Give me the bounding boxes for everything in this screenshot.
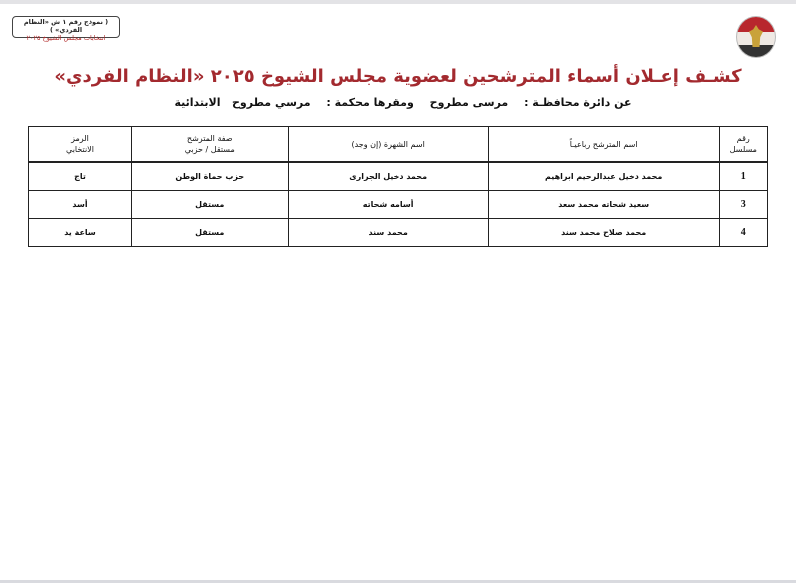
cell-symbol: أسد	[29, 191, 132, 219]
cell-serial: 3	[719, 191, 767, 219]
form-number-box	[12, 16, 120, 42]
candidates-table	[28, 126, 768, 247]
table-header-row	[29, 127, 768, 163]
cell-type: مستقل	[132, 191, 289, 219]
cell-name: محمد دخيل عبدالرحيم ابراهيم	[488, 162, 719, 191]
cell-fame-name: أسامه شحاته	[288, 191, 488, 219]
cell-serial: 4	[719, 219, 767, 247]
district-label: عن دائرة محافظـة :	[524, 96, 632, 109]
court-label: ومقرها محكمة :	[326, 96, 414, 109]
header-fame-name: اسم الشهرة (إن وجد)	[288, 127, 488, 163]
header-serial: رقم مسلسل	[719, 127, 767, 163]
cell-fame-name: محمد سند	[288, 219, 488, 247]
cell-fame-name: محمد دخيل الجرارى	[288, 162, 488, 191]
cell-name: محمد صلاح محمد سند	[488, 219, 719, 247]
table-row	[29, 191, 768, 219]
header-candidate-type: صفة المترشح مستقل / حزبي	[132, 127, 289, 163]
table-row	[29, 162, 768, 191]
header-symbol: الرمز الانتخابي	[29, 127, 132, 163]
table-row	[29, 219, 768, 247]
election-name-label: انتخابات مجلس الشيوخ ٢٠٢٥	[26, 34, 106, 42]
district-value: مرسى مطروح	[429, 96, 509, 109]
top-border	[0, 0, 796, 4]
district-line	[0, 96, 796, 109]
cell-type: حزب حماة الوطن	[132, 162, 289, 191]
court-value: مرسي مطروح الابتدائية	[174, 96, 311, 109]
cell-symbol: تاج	[29, 162, 132, 191]
cell-serial: 1	[719, 162, 767, 191]
cell-symbol: ساعة يد	[29, 219, 132, 247]
header-name: اسم المترشح رباعيـاً	[488, 127, 719, 163]
cell-name: سعيد شحاته محمد سعد	[488, 191, 719, 219]
cell-type: مستقل	[132, 219, 289, 247]
emblem-icon	[736, 16, 776, 58]
form-number-label: ( نموذج رقم ١ ش «النظام الفردي» )	[23, 18, 109, 34]
page-title: كشـف إعـلان أسماء المترشحين لعضوية مجلس الشيوخ ٢٠٢٥ «النظام الفردي»	[54, 66, 742, 87]
